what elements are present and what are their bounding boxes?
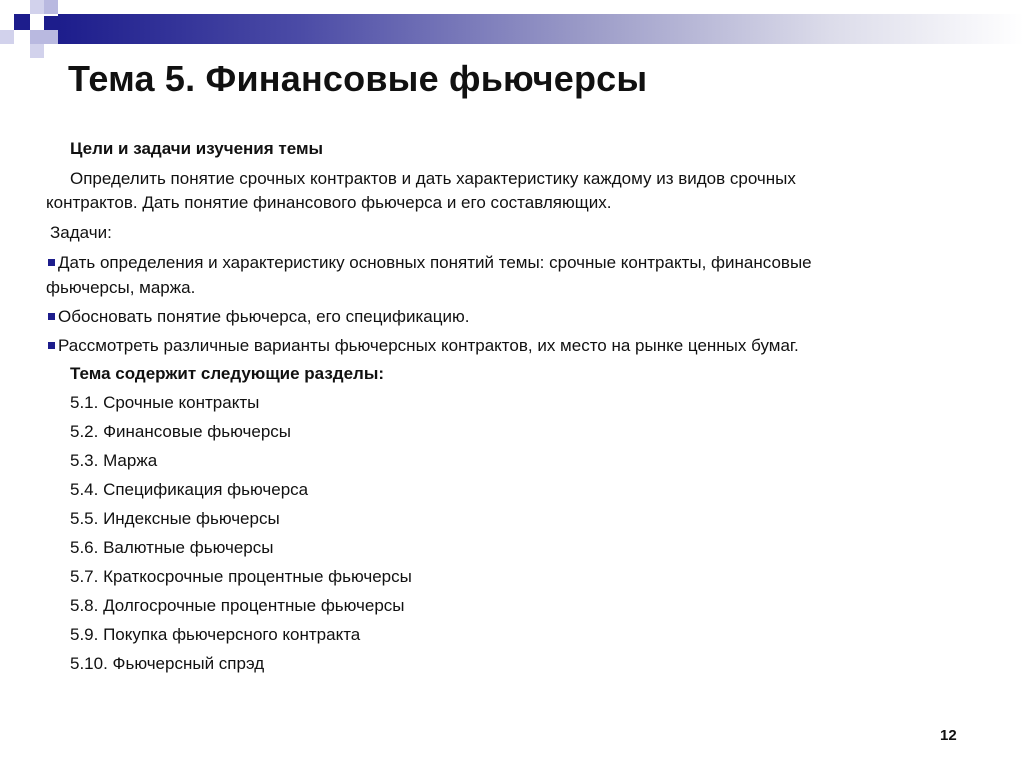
decor-square-light (44, 0, 58, 14)
square-bullet-icon (48, 259, 55, 266)
decor-square-light (30, 30, 44, 44)
task-item (46, 333, 966, 358)
square-bullet-icon (48, 342, 55, 349)
slide-title: Тема 5. Финансовые фьючерсы (68, 58, 648, 99)
task-text-continued: фьючерсы, маржа. (46, 278, 196, 297)
page-number: 12 (940, 727, 957, 744)
task-text: Дать определения и характеристику основных понятий темы: срочные контракты, финансовые (58, 253, 812, 272)
section-item: 5.1. Срочные контракты (70, 393, 260, 412)
section-item: 5.3. Маржа (70, 451, 158, 470)
decor-square-light (30, 44, 44, 58)
section-item: 5.7. Краткосрочные процентные фьючерсы (70, 567, 412, 586)
task-text: Рассмотреть различные варианты фьючерсных контрактов, их место на рынке ценных бумаг. (58, 336, 799, 355)
section-item: 5.10. Фьючерсный спрэд (70, 654, 265, 673)
sections-list (46, 391, 966, 681)
section-item: 5.2. Финансовые фьючерсы (70, 422, 292, 441)
sections-heading: Тема содержит следующие разделы: (70, 364, 385, 383)
goals-paragraph (46, 167, 966, 215)
task-item (46, 250, 966, 300)
section-item: 5.9. Покупка фьючерсного контракта (70, 625, 361, 644)
decor-square-navy (14, 14, 30, 30)
decor-square-light (0, 30, 14, 44)
task-item (46, 304, 966, 329)
slide-content (46, 137, 966, 681)
square-bullet-icon (48, 313, 55, 320)
section-item: 5.4. Спецификация фьючерса (70, 480, 309, 499)
goals-text-line: Определить понятие срочных контрактов и дать характеристику каждому из видов срочных (70, 169, 796, 188)
decor-square-light (44, 30, 58, 44)
goals-heading: Цели и задачи изучения темы (70, 139, 324, 158)
goals-text-line: контрактов. Дать понятие финансового фьючерса и его составляющих. (46, 193, 612, 212)
decor-square-light (30, 0, 44, 14)
decor-square-navy (44, 16, 58, 30)
header-gradient-band (58, 14, 1024, 44)
section-item: 5.8. Долгосрочные процентные фьючерсы (70, 596, 405, 615)
task-text: Обосновать понятие фьючерса, его спецификацию. (58, 307, 470, 326)
tasks-label: Задачи: (50, 223, 112, 242)
section-item: 5.6. Валютные фьючерсы (70, 538, 274, 557)
section-item: 5.5. Индексные фьючерсы (70, 509, 280, 528)
